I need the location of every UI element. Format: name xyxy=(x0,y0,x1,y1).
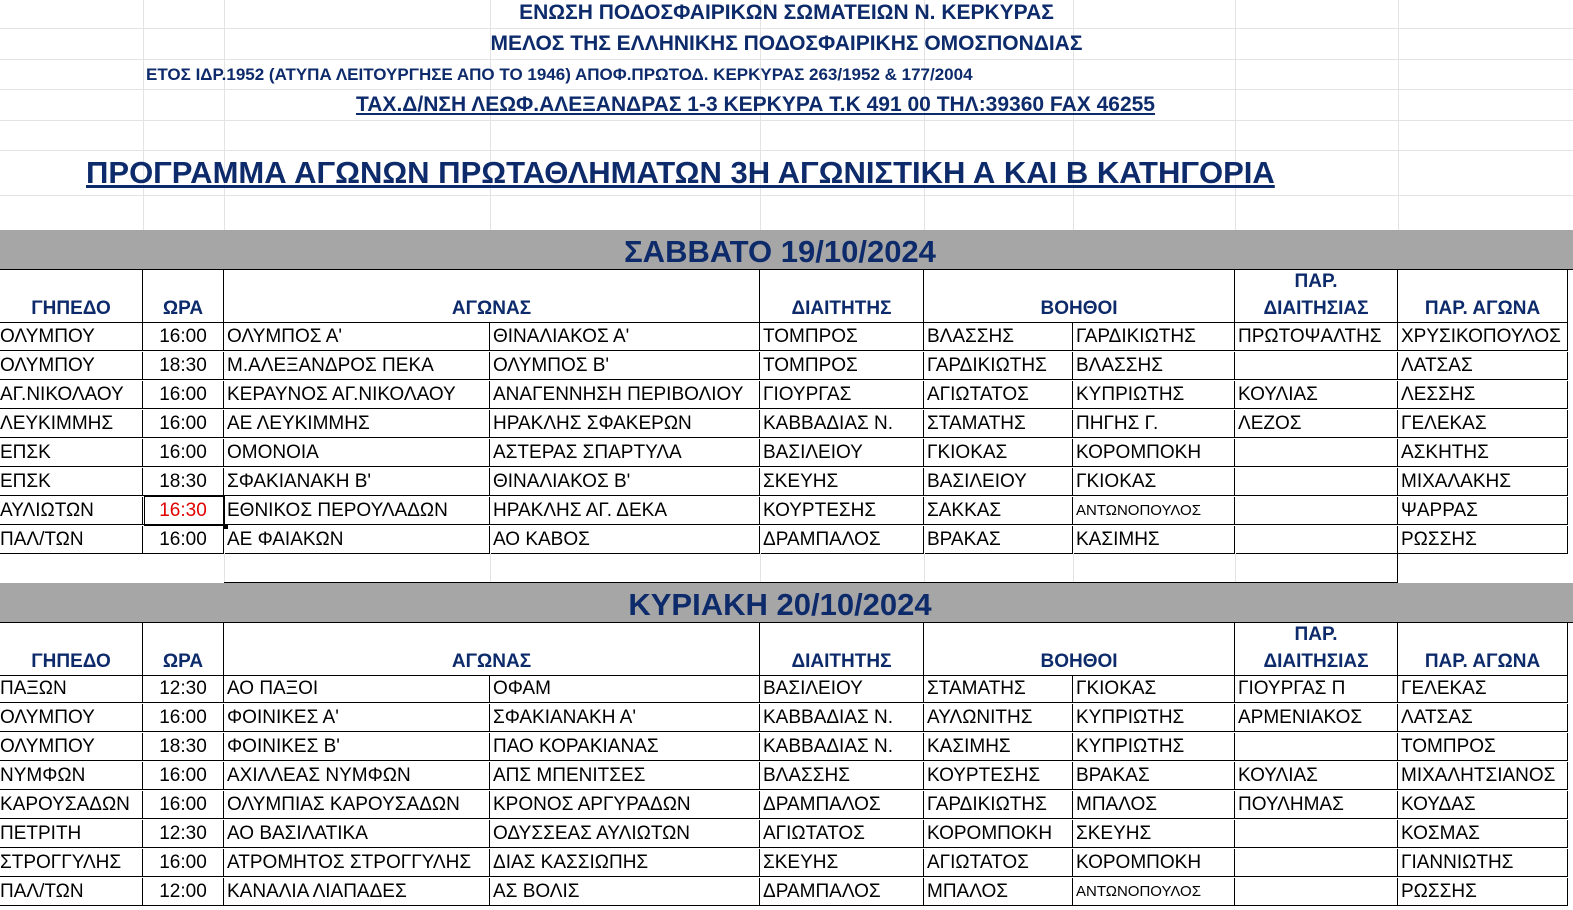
cell-time[interactable]: 16:00 xyxy=(143,849,224,877)
cell-ground[interactable]: ΛΕΥΚΙΜΜΗΣ xyxy=(0,410,143,438)
cell-time[interactable]: 16:00 xyxy=(143,704,224,732)
column-header-ground-label: ΓΗΠΕΔΟ xyxy=(31,298,111,319)
cell-ground[interactable]: ΝΥΜΦΩΝ xyxy=(0,762,143,790)
table-row xyxy=(0,439,1573,468)
cell-assistant-1[interactable]: ΒΑΣΙΛΕΙΟΥ xyxy=(924,468,1073,496)
cell-away[interactable]: ΔΙΑΣ ΚΑΣΣΙΩΠΗΣ xyxy=(490,849,760,877)
cell-time[interactable]: 16:00 xyxy=(143,526,224,554)
cell-home[interactable]: Μ.ΑΛΕΞΑΝΔΡΟΣ ΠΕΚΑ xyxy=(224,352,490,380)
cell-assistant-1[interactable]: ΑΓΙΩΤΑΤΟΣ xyxy=(924,381,1073,409)
cell-assistant-1[interactable]: ΓΑΡΔΙΚΙΩΤΗΣ xyxy=(924,791,1073,819)
cell-home[interactable]: ΑΟ ΒΑΣΙΛΑΤΙΚΑ xyxy=(224,820,490,848)
cell-ref-observer[interactable]: ΑΡΜΕΝΙΑΚΟΣ xyxy=(1235,704,1398,732)
cell-assistant-1[interactable]: ΣΑΚΚΑΣ xyxy=(924,497,1073,525)
table-row xyxy=(0,381,1573,410)
cell-home[interactable]: ΣΦΑΚΙΑΝΑΚΗ Β' xyxy=(224,468,490,496)
cell-assistant-1[interactable]: ΚΟΡΟΜΠΟΚΗ xyxy=(924,820,1073,848)
column-header-match-observer-label: ΠΑΡ. ΑΓΩΝΑ xyxy=(1424,651,1541,672)
contact-address: ΤΑΧ.Δ/ΝΣΗ ΛΕΩΦ.ΑΛΕΞΑΝΔΡΑΣ 1-3 ΚΕΡΚΥΡΑ Τ.Κ 491 00 ΤΗΛ:39360 FAX 46255 xyxy=(356,93,1155,116)
column-header-ground xyxy=(0,623,143,676)
column-header-match xyxy=(224,270,760,323)
gridline-vertical xyxy=(490,553,491,583)
cell-referee[interactable]: ΚΑΒΒΑΔΙΑΣ Ν. xyxy=(760,704,924,732)
column-header-ref-observer-bottom: ΔΙΑΙΤΗΣΙΑΣ xyxy=(1263,651,1369,672)
cell-home[interactable]: ΟΛΥΜΠΟΣ Α' xyxy=(224,323,490,351)
column-header-assistants-label: ΒΟΗΘΟΙ xyxy=(1040,298,1118,319)
column-header-time-label: ΩΡΑ xyxy=(162,651,204,672)
cell-match-observer[interactable]: ΡΩΣΣΗΣ xyxy=(1398,526,1568,554)
cell-referee[interactable]: ΓΙΟΥΡΓΑΣ xyxy=(760,381,924,409)
cell-ref-observer[interactable]: ΠΡΩΤΟΨΑΛΤΗΣ xyxy=(1235,323,1398,351)
day-label: ΚΥΡΙΑΚΗ 20/10/2024 xyxy=(628,587,932,622)
table-row xyxy=(0,820,1573,849)
column-header-referee xyxy=(760,270,924,323)
column-header-assistants-label: ΒΟΗΘΟΙ xyxy=(1040,651,1118,672)
cell-ground[interactable]: ΟΛΥΜΠΟΥ xyxy=(0,352,143,380)
cell-away[interactable]: ΑΣΤΕΡΑΣ ΣΠΑΡΤΥΛΑ xyxy=(490,439,760,467)
day-band xyxy=(0,583,1573,623)
column-header-match xyxy=(224,623,760,676)
empty-row xyxy=(0,553,1573,582)
cell-away[interactable]: ΟΛΥΜΠΟΣ Β' xyxy=(490,352,760,380)
cell-ground[interactable]: ΠΑΛ/ΤΩΝ xyxy=(0,878,143,906)
cell-ref-observer[interactable] xyxy=(1235,352,1398,380)
gridline-horizontal xyxy=(0,195,1573,196)
cell-referee[interactable]: ΣΚΕΥΗΣ xyxy=(760,468,924,496)
cell-assistant-1[interactable]: ΓΚΙΟΚΑΣ xyxy=(924,439,1073,467)
cell-assistant-1[interactable]: ΒΡΑΚΑΣ xyxy=(924,526,1073,554)
cell-home[interactable]: ΟΜΟΝΟΙΑ xyxy=(224,439,490,467)
cell-referee[interactable]: ΔΡΑΜΠΑΛΟΣ xyxy=(760,878,924,906)
column-header-assistants xyxy=(924,623,1235,676)
cell-away[interactable]: ΠΑΟ ΚΟΡΑΚΙΑΝΑΣ xyxy=(490,733,760,761)
gridline-horizontal xyxy=(0,120,1573,121)
table-row xyxy=(0,675,1573,704)
column-header-referee xyxy=(760,623,924,676)
cell-time[interactable]: 12:00 xyxy=(143,878,224,906)
cell-assistant-1[interactable]: ΜΠΑΛΟΣ xyxy=(924,878,1073,906)
cell-referee[interactable]: ΒΑΣΙΛΕΙΟΥ xyxy=(760,439,924,467)
cell-ref-observer[interactable] xyxy=(1235,733,1398,761)
cell-match-observer[interactable]: ΓΙΑΝΝΙΩΤΗΣ xyxy=(1398,849,1568,877)
cell-match-observer[interactable]: ΓΕΛΕΚΑΣ xyxy=(1398,675,1568,703)
cell-match-observer[interactable]: ΡΩΣΣΗΣ xyxy=(1398,878,1568,906)
cell-assistant-1[interactable]: ΚΑΣΙΜΗΣ xyxy=(924,733,1073,761)
cell-ref-observer[interactable] xyxy=(1235,439,1398,467)
cell-time[interactable]: 18:30 xyxy=(143,352,224,380)
cell-away[interactable]: ΘΙΝΑΛΙΑΚΟΣ Α' xyxy=(490,323,760,351)
cell-home[interactable]: ΦΟΙΝΙΚΕΣ Α' xyxy=(224,704,490,732)
cell-assistant-2[interactable]: ΣΚΕΥΗΣ xyxy=(1073,820,1235,848)
cell-away[interactable]: ΑΣ ΒΟΛΙΣ xyxy=(490,878,760,906)
cell-referee[interactable]: ΑΓΙΩΤΑΤΟΣ xyxy=(760,820,924,848)
cell-home[interactable]: ΑΟ ΠΑΞΟΙ xyxy=(224,675,490,703)
table-row xyxy=(0,733,1573,762)
cell-home[interactable]: ΦΟΙΝΙΚΕΣ Β' xyxy=(224,733,490,761)
column-header-ref-observer-bottom: ΔΙΑΙΤΗΣΙΑΣ xyxy=(1263,298,1369,319)
column-header-time-label: ΩΡΑ xyxy=(162,298,204,319)
cell-away[interactable]: ΗΡΑΚΛΗΣ ΣΦΑΚΕΡΩΝ xyxy=(490,410,760,438)
cell-time[interactable]: 16:00 xyxy=(143,381,224,409)
gridline-horizontal xyxy=(0,150,1573,151)
table-row xyxy=(0,497,1573,526)
table-row xyxy=(0,468,1573,497)
cell-match-observer[interactable]: ΨΑΡΡΑΣ xyxy=(1398,497,1568,525)
cell-referee[interactable]: ΣΚΕΥΗΣ xyxy=(760,849,924,877)
cell-home[interactable]: ΚΕΡΑΥΝΟΣ ΑΓ.ΝΙΚΟΛΑΟΥ xyxy=(224,381,490,409)
cell-assistant-1[interactable]: ΑΥΛΩΝΙΤΗΣ xyxy=(924,704,1073,732)
cell-referee[interactable]: ΒΛΑΣΣΗΣ xyxy=(760,762,924,790)
column-header-match-observer xyxy=(1398,623,1568,676)
cell-ref-observer[interactable] xyxy=(1235,526,1398,554)
cell-time[interactable]: 18:30 xyxy=(143,733,224,761)
cell-assistant-1[interactable]: ΚΟΥΡΤΕΣΗΣ xyxy=(924,762,1073,790)
cell-ref-observer[interactable] xyxy=(1235,878,1398,906)
cell-time[interactable]: 16:00 xyxy=(143,323,224,351)
cell-time[interactable]: 12:30 xyxy=(143,820,224,848)
cell-ground[interactable]: ΟΛΥΜΠΟΥ xyxy=(0,704,143,732)
gridline-vertical xyxy=(760,553,761,583)
cell-referee[interactable]: ΤΟΜΠΡΟΣ xyxy=(760,323,924,351)
cell-referee[interactable]: ΚΑΒΒΑΔΙΑΣ Ν. xyxy=(760,733,924,761)
cell-ground[interactable]: ΟΛΥΜΠΟΥ xyxy=(0,323,143,351)
gridline-vertical xyxy=(1235,553,1236,583)
cell-ground[interactable]: ΠΑΞΩΝ xyxy=(0,675,143,703)
schedule-title: ΠΡΟΓΡΑΜΜΑ ΑΓΩΝΩΝ ΠΡΩΤΑΘΛΗΜΑΤΩΝ 3Η ΑΓΩΝΙΣΤΙΚΗ Α ΚΑΙ Β ΚΑΤΗΓΟΡΙΑ xyxy=(86,155,1275,190)
cell-assistant-2[interactable]: ΚΟΡΟΜΠΟΚΗ xyxy=(1073,439,1235,467)
cell-border xyxy=(1397,553,1398,583)
gridline-horizontal xyxy=(0,89,1573,90)
cell-away[interactable]: ΣΦΑΚΙΑΝΑΚΗ Α' xyxy=(490,704,760,732)
cell-time[interactable]: 16:30 xyxy=(143,497,224,525)
cell-ref-observer[interactable]: ΓΙΟΥΡΓΑΣ Π xyxy=(1235,675,1398,703)
cell-referee[interactable]: ΚΑΒΒΑΔΙΑΣ Ν. xyxy=(760,410,924,438)
cell-assistant-2[interactable]: ΚΥΠΡΙΩΤΗΣ xyxy=(1073,704,1235,732)
table-row xyxy=(0,849,1573,878)
cell-away[interactable]: ΘΙΝΑΛΙΑΚΟΣ Β' xyxy=(490,468,760,496)
cell-ref-observer[interactable]: ΛΕΖΟΣ xyxy=(1235,410,1398,438)
cell-assistant-2[interactable]: ΜΠΑΛΟΣ xyxy=(1073,791,1235,819)
cell-referee[interactable]: ΒΑΣΙΛΕΙΟΥ xyxy=(760,675,924,703)
cell-home[interactable]: ΑΤΡΟΜΗΤΟΣ ΣΤΡΟΓΓΥΛΗΣ xyxy=(224,849,490,877)
cell-assistant-2[interactable]: ΓΑΡΔΙΚΙΩΤΗΣ xyxy=(1073,323,1235,351)
cell-away[interactable]: ΟΔΥΣΣΕΑΣ ΑΥΛΙΩΤΩΝ xyxy=(490,820,760,848)
cell-away[interactable]: ΚΡΟΝΟΣ ΑΡΓΥΡΑΔΩΝ xyxy=(490,791,760,819)
gridline-vertical xyxy=(1073,553,1074,583)
cell-assistant-2[interactable]: ΒΡΑΚΑΣ xyxy=(1073,762,1235,790)
cell-away[interactable]: ΑΝΑΓΕΝΝΗΣΗ ΠΕΡΙΒΟΛΙΟΥ xyxy=(490,381,760,409)
cell-home[interactable]: ΑΕ ΦΑΙΑΚΩΝ xyxy=(224,526,490,554)
column-header-ground xyxy=(0,270,143,323)
cell-home[interactable]: ΚΑΝΑΛΙΑ ΛΙΑΠΑΔΕΣ xyxy=(224,878,490,906)
column-header-match-observer xyxy=(1398,270,1568,323)
cell-ground[interactable]: ΚΑΡΟΥΣΑΔΩΝ xyxy=(0,791,143,819)
cell-match-observer[interactable]: ΤΟΜΠΡΟΣ xyxy=(1398,733,1568,761)
table-row xyxy=(0,410,1573,439)
cell-assistant-1[interactable]: ΓΑΡΔΙΚΙΩΤΗΣ xyxy=(924,352,1073,380)
cell-time[interactable]: 16:00 xyxy=(143,791,224,819)
column-header-time xyxy=(143,623,224,676)
cell-ground[interactable]: ΣΤΡΟΓΓΥΛΗΣ xyxy=(0,849,143,877)
cell-away[interactable]: ΑΠΣ ΜΠΕΝΙΤΣΕΣ xyxy=(490,762,760,790)
column-header-referee-label: ΔΙΑΙΤΗΤΗΣ xyxy=(791,651,892,672)
cell-referee[interactable]: ΤΟΜΠΡΟΣ xyxy=(760,352,924,380)
cell-time[interactable]: 12:30 xyxy=(143,675,224,703)
column-header-referee-label: ΔΙΑΙΤΗΤΗΣ xyxy=(791,298,892,319)
cell-home[interactable]: ΑΕ ΛΕΥΚΙΜΜΗΣ xyxy=(224,410,490,438)
table-header-row xyxy=(0,623,1573,676)
column-header-ref-observer-top: ΠΑΡ. xyxy=(1294,271,1338,292)
cell-ground[interactable]: ΠΕΤΡΙΤΗ xyxy=(0,820,143,848)
column-header-ref-observer-top: ΠΑΡ. xyxy=(1294,624,1338,645)
cell-match-observer[interactable]: ΛΕΣΣΗΣ xyxy=(1398,381,1568,409)
gridline-horizontal xyxy=(0,59,1573,60)
union-name: ΕΝΩΣΗ ΠΟΔΟΣΦΑΙΡΙΚΩΝ ΣΩΜΑΤΕΙΩΝ Ν. ΚΕΡΚΥΡΑΣ xyxy=(519,1,1054,24)
table-header-row xyxy=(0,270,1573,323)
federation-membership: ΜΕΛΟΣ ΤΗΣ ΕΛΛΗΝΙΚΗΣ ΠΟΔΟΣΦΑΙΡΙΚΗΣ ΟΜΟΣΠΟΝΔΙΑΣ xyxy=(490,32,1083,55)
cell-match-observer[interactable]: ΚΟΥΔΑΣ xyxy=(1398,791,1568,819)
cell-ground[interactable]: ΑΓ.ΝΙΚΟΛΑΟΥ xyxy=(0,381,143,409)
cell-referee[interactable]: ΚΟΥΡΤΕΣΗΣ xyxy=(760,497,924,525)
cell-referee[interactable]: ΔΡΑΜΠΑΛΟΣ xyxy=(760,526,924,554)
cell-assistant-2[interactable]: ΑΝΤΩΝΟΠΟΥΛΟΣ xyxy=(1073,497,1235,525)
column-header-ref-observer xyxy=(1235,270,1398,323)
cell-assistant-1[interactable]: ΣΤΑΜΑΤΗΣ xyxy=(924,410,1073,438)
cell-time[interactable]: 16:00 xyxy=(143,762,224,790)
table-row xyxy=(0,762,1573,791)
cell-ref-observer[interactable]: ΚΟΥΛΙΑΣ xyxy=(1235,381,1398,409)
column-header-match-label: ΑΓΩΝΑΣ xyxy=(451,651,532,672)
table-row xyxy=(0,791,1573,820)
cell-away[interactable]: ΟΦΑΜ xyxy=(490,675,760,703)
cell-match-observer[interactable]: ΜΙΧΑΛΗΤΣΙΑΝΟΣ xyxy=(1398,762,1568,790)
cell-assistant-2[interactable]: ΠΗΓΗΣ Γ. xyxy=(1073,410,1235,438)
cell-assistant-1[interactable]: ΑΓΙΩΤΑΤΟΣ xyxy=(924,849,1073,877)
column-header-ground-label: ΓΗΠΕΔΟ xyxy=(31,651,111,672)
cell-assistant-2[interactable]: ΑΝΤΩΝΟΠΟΥΛΟΣ xyxy=(1073,878,1235,906)
cell-home[interactable]: ΟΛΥΜΠΙΑΣ ΚΑΡΟΥΣΑΔΩΝ xyxy=(224,791,490,819)
cell-ground[interactable]: ΠΑΛ/ΤΩΝ xyxy=(0,526,143,554)
column-header-ref-observer xyxy=(1235,623,1398,676)
cell-time[interactable]: 16:00 xyxy=(143,439,224,467)
selected-cell-outline xyxy=(144,496,225,526)
cell-match-observer[interactable]: ΛΑΤΣΑΣ xyxy=(1398,352,1568,380)
table-row xyxy=(0,526,1573,555)
cell-match-observer[interactable]: ΜΙΧΑΛΑΚΗΣ xyxy=(1398,468,1568,496)
cell-match-observer[interactable]: ΓΕΛΕΚΑΣ xyxy=(1398,410,1568,438)
cell-assistant-2[interactable]: ΚΑΣΙΜΗΣ xyxy=(1073,526,1235,554)
cell-ref-observer[interactable] xyxy=(1235,468,1398,496)
cell-ref-observer[interactable] xyxy=(1235,849,1398,877)
cell-home[interactable]: ΕΘΝΙΚΟΣ ΠΕΡΟΥΛΑΔΩΝ xyxy=(224,497,490,525)
cell-time[interactable]: 16:00 xyxy=(143,410,224,438)
cell-ref-observer[interactable] xyxy=(1235,497,1398,525)
cell-match-observer[interactable]: ΛΑΤΣΑΣ xyxy=(1398,704,1568,732)
column-header-match-label: ΑΓΩΝΑΣ xyxy=(451,298,532,319)
cell-border xyxy=(224,582,1398,583)
cell-ground[interactable]: ΕΠΣΚ xyxy=(0,439,143,467)
cell-match-observer[interactable]: ΧΡΥΣΙΚΟΠΟΥΛΟΣ xyxy=(1398,323,1568,351)
cell-ground[interactable]: ΑΥΛΙΩΤΩΝ xyxy=(0,497,143,525)
cell-home[interactable]: ΑΧΙΛΛΕΑΣ ΝΥΜΦΩΝ xyxy=(224,762,490,790)
cell-referee[interactable]: ΔΡΑΜΠΑΛΟΣ xyxy=(760,791,924,819)
founding-info: ΕΤΟΣ ΙΔΡ.1952 (ΑΤΥΠΑ ΛΕΙΤΟΥΡΓΗΣΕ ΑΠΟ ΤΟ 1946) ΑΠΟΦ.ΠΡΩΤΟΔ. ΚΕΡΚΥΡΑΣ 263/1952 & 177/2004 xyxy=(146,65,973,84)
gridline-horizontal xyxy=(0,28,1573,29)
table-row xyxy=(0,352,1573,381)
day-label: ΣΑΒΒΑΤΟ 19/10/2024 xyxy=(624,234,936,269)
cell-ref-observer[interactable]: ΠΟΥΛΗΜΑΣ xyxy=(1235,791,1398,819)
cell-match-observer[interactable]: ΚΟΣΜΑΣ xyxy=(1398,820,1568,848)
cell-ref-observer[interactable] xyxy=(1235,820,1398,848)
table-row xyxy=(0,323,1573,352)
column-header-assistants xyxy=(924,270,1235,323)
table-row xyxy=(0,704,1573,733)
cell-away[interactable]: ΗΡΑΚΛΗΣ ΑΓ. ΔΕΚΑ xyxy=(490,497,760,525)
cell-ground[interactable]: ΟΛΥΜΠΟΥ xyxy=(0,733,143,761)
cell-ref-observer[interactable]: ΚΟΥΛΙΑΣ xyxy=(1235,762,1398,790)
column-header-match-observer-label: ΠΑΡ. ΑΓΩΝΑ xyxy=(1424,298,1541,319)
cell-time[interactable]: 18:30 xyxy=(143,468,224,496)
table-row xyxy=(0,878,1573,907)
day-band xyxy=(0,230,1573,270)
cell-assistant-2[interactable]: ΓΚΙΟΚΑΣ xyxy=(1073,468,1235,496)
cell-assistant-2[interactable]: ΓΚΙΟΚΑΣ xyxy=(1073,675,1235,703)
cell-assistant-1[interactable]: ΣΤΑΜΑΤΗΣ xyxy=(924,675,1073,703)
cell-ground[interactable]: ΕΠΣΚ xyxy=(0,468,143,496)
cell-assistant-2[interactable]: ΒΛΑΣΣΗΣ xyxy=(1073,352,1235,380)
cell-assistant-2[interactable]: ΚΥΠΡΙΩΤΗΣ xyxy=(1073,381,1235,409)
cell-away[interactable]: ΑΟ ΚΑΒΟΣ xyxy=(490,526,760,554)
cell-assistant-2[interactable]: ΚΥΠΡΙΩΤΗΣ xyxy=(1073,733,1235,761)
gridline-vertical xyxy=(224,553,225,583)
column-header-time xyxy=(143,270,224,323)
cell-assistant-2[interactable]: ΚΟΡΟΜΠΟΚΗ xyxy=(1073,849,1235,877)
cell-assistant-1[interactable]: ΒΛΑΣΣΗΣ xyxy=(924,323,1073,351)
gridline-vertical xyxy=(924,553,925,583)
cell-match-observer[interactable]: ΑΣΚΗΤΗΣ xyxy=(1398,439,1568,467)
